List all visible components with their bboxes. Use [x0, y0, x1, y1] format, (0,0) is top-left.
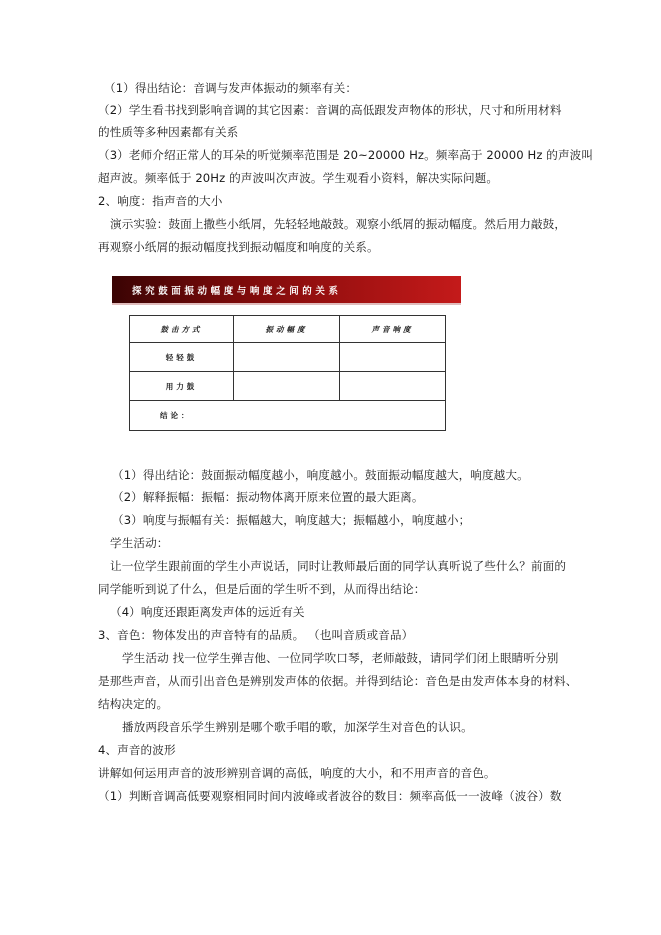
section-heading: 3、音色：物体发出的声音特有的品质。 （也叫音质或音品） [98, 628, 414, 642]
text-line: 结构决定的。 [98, 697, 169, 711]
text-line: （2）解释振幅：振幅：振动物体离开原来位置的最大距离。 [112, 490, 424, 504]
text-line: （3）老师介绍正常人的耳朵的听觉频率范围是 20~20000 Hz。频率高于 20000 Hz 的声波叫 [98, 148, 594, 162]
table-conclusion: 结论： [130, 401, 446, 431]
text-line: 学生活动： [110, 536, 169, 550]
text-line: （1）得出结论：音调与发声体振动的频率有关： [104, 81, 358, 95]
text-line: 让一位学生跟前面的学生小声说话，同时让教师最后面的同学认真听说了些什么？前面的 [110, 559, 567, 573]
text-line: 学生活动 找一位学生弹吉他、一位同学吹口琴，老师敲鼓，请同学们闭上眼睛听分别 [122, 651, 559, 665]
table-row-label: 轻轻鼓 [130, 343, 234, 372]
text-line: 播放两段音乐学生辨别是哪个歌手唱的歌，加深学生对音色的认识。 [122, 720, 473, 734]
text-line: 超声波。频率低于 20Hz 的声波叫次声波。学生观看小资料，解决实际问题。 [98, 171, 499, 185]
figure-banner [112, 276, 461, 303]
table-cell [340, 372, 446, 401]
text-line: （3）响度与振幅有关：振幅越大，响度越大；振幅越小，响度越小； [112, 513, 471, 527]
text-line: （2）学生看书找到影响音调的其它因素：音调的高低跟发声物体的形状，尺寸和所用材料 [98, 103, 562, 117]
text-line: 的性质等多种因素都有关系 [98, 125, 239, 139]
table-cell [340, 343, 446, 372]
table-header-loudness: 声音响度 [340, 316, 446, 343]
text-line: （4）响度还跟距离发声体的远近有关 [110, 605, 305, 619]
text-line: 演示实验：鼓面上撒些小纸屑，先轻轻地敲鼓。观察小纸屑的振动幅度。然后用力敲鼓， [110, 217, 567, 231]
text-line: （1）得出结论：鼓面振动幅度越小，响度越小。鼓面振动幅度越大，响度越大。 [112, 468, 529, 482]
section-heading: 2、响度：指声音的大小 [98, 194, 223, 208]
text-line: 再观察小纸屑的振动幅度找到振动幅度和响度的关系。 [98, 240, 379, 254]
experiment-table [129, 315, 446, 431]
text-line: 同学能听到说了什么，但是后面的学生听不到，从而得出结论： [98, 582, 426, 596]
table-header-method: 鼓击方式 [130, 316, 234, 343]
table-header-amplitude: 振动幅度 [234, 316, 340, 343]
section-heading: 4、声音的波形 [98, 743, 176, 757]
text-line: 是那些声音，从而引出音色是辨别发声体的依据。并得到结论：音色是由发声体本身的材料、 [98, 674, 578, 688]
table-row-label: 用力鼓 [130, 372, 234, 401]
table-cell [234, 343, 340, 372]
table-cell [234, 372, 340, 401]
figure-title: 探究鼓面振动幅度与响度之间的关系 [132, 286, 342, 297]
text-line: （1）判断音调高低要观察相同时间内波峰或者波谷的数目：频率高低一一波峰（波谷）数 [98, 789, 562, 803]
text-line: 讲解如何运用声音的波形辨别音调的高低，响度的大小，和不用声音的音色。 [98, 766, 496, 780]
